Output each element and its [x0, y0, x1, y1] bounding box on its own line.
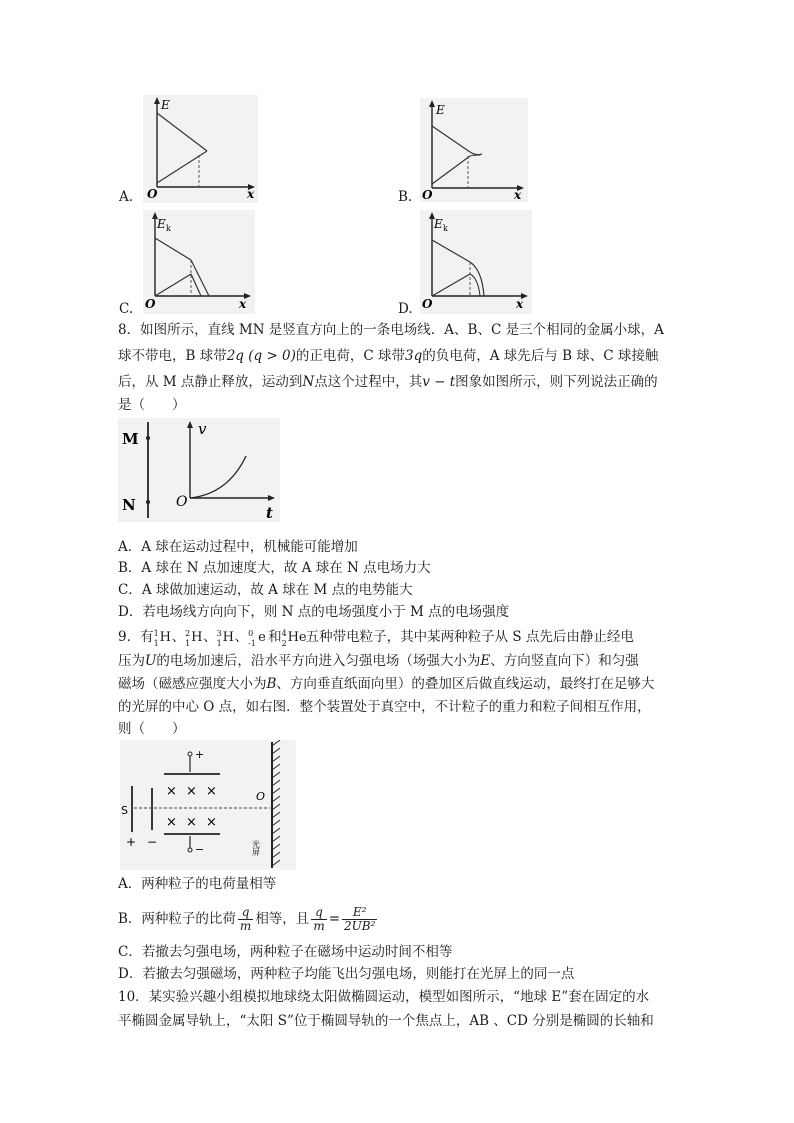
q8-option-d: D．若电场线方向向下，则 N 点的电场强度小于 M 点的电场强度: [118, 604, 510, 620]
q8-stem-line1: 8．如图所示，直线 MN 是竖直方向上的一条电场线．A、B、C 是三个相同的金属小球，A: [118, 322, 664, 338]
q7a-xlabel: x: [247, 187, 255, 201]
q7d-ysub: k: [443, 224, 448, 233]
q7-option-b-letter: B.: [398, 189, 413, 205]
q9-option-d: D．若撤去匀强磁场，两种粒子均能飞出匀强电场，则能打在光屏上的同一点: [118, 966, 575, 982]
q7b-origin: O: [422, 188, 433, 202]
q7-option-d-letter: D.: [398, 301, 413, 317]
q8-figure: [118, 418, 280, 522]
q8-label-m: M: [122, 430, 139, 448]
nuclide-h3: 3 1 H: [216, 629, 234, 648]
q9-cross: ×: [166, 784, 177, 799]
q7d-origin: O: [422, 297, 433, 311]
q8-label-t: t: [266, 504, 273, 522]
q7a-ylabel: E: [161, 98, 170, 112]
q8-charge-c: 3q: [405, 348, 423, 364]
q9-stem-line5: 则（ ）: [118, 721, 186, 737]
q8-label-n: N: [122, 496, 136, 514]
q7b-xlabel: x: [514, 188, 522, 202]
q10-stem-line1: 10．某实验兴趣小组模拟地球绕太阳做椭圆运动，模型如图所示，“地球 E”套在固定的水: [118, 989, 650, 1005]
q9-cross: ×: [206, 815, 217, 830]
q9-minus-left: −: [147, 835, 158, 849]
q7-option-a-graph: [143, 95, 258, 203]
q7d-xlabel: x: [516, 297, 524, 311]
q7b-ylabel: E: [436, 103, 445, 117]
q9-cross: ×: [186, 784, 197, 799]
q8-option-b: B．A 球在 N 点加速度大，故 A 球在 N 点电场力大: [118, 560, 431, 576]
q9-label-o: O: [256, 790, 266, 803]
q7-option-b-graph: [420, 98, 528, 202]
q7c-ylabel: E: [157, 217, 166, 231]
q8-stem-line3: 后，从 M 点静止释放，运动到N点这个过程中，其v − t图象如图所示，则下列说法正确的: [118, 374, 658, 390]
q7c-origin: O: [145, 297, 156, 311]
q9-option-a: A．两种粒子的电荷量相等: [118, 876, 277, 892]
q7d-ylabel: E: [434, 217, 443, 231]
q7-option-c-letter: C.: [119, 301, 134, 317]
q9-plus-top: +: [195, 748, 205, 761]
q7c-xlabel: x: [239, 297, 247, 311]
q8-option-c: C．A 球做加速运动，故 A 球在 M 点的电势能大: [118, 582, 413, 598]
q8-stem-line2: 球不带电，B 球带2q (q > 0)的正电荷，C 球带3q的负电荷，A 球先后与 B 球、C 球接触: [118, 348, 659, 364]
q9-screen-label: 光屏: [251, 840, 261, 856]
q9-stem-line2: 压为U的电场加速后，沿水平方向进入匀强电场（场强大小为E、方向竖直向下）和匀强: [118, 653, 639, 669]
q9-cross: ×: [166, 815, 177, 830]
q8-stem-line4: 是（ ）: [118, 397, 186, 413]
q8-label-v: v: [198, 420, 207, 438]
q9-minus-bottom: −: [195, 843, 205, 856]
q9-stem-line4: 的光屏的中心 O 点，如右图．整个装置处于真空中，不计粒子的重力和粒子间相互作用，: [118, 699, 651, 715]
nuclide-e: 0 -1 e: [248, 629, 266, 648]
q9-cross: ×: [186, 815, 197, 830]
q9-cross: ×: [206, 784, 217, 799]
q7-option-c-graph: [143, 210, 255, 314]
nuclide-h1: 1 1 H: [153, 629, 171, 648]
q8-vt: v − t: [422, 374, 456, 390]
q9-option-b: B．两种粒子的比荷 $\frac{q}{m}$ 相等，且 $\frac{q}{m}$ = $\frac{\text{E²}}{\text{2UB²}}$: [118, 905, 376, 933]
q7c-ysub: k: [166, 224, 171, 233]
q8-label-o: O: [176, 494, 188, 510]
q8-option-a: A．A 球在运动过程中，机械能可能增加: [118, 539, 358, 555]
q10-stem-line2: 平椭圆金属导轨上，“太阳 S”位于椭圆导轨的一个焦点上，AB 、CD 分别是椭圆的长轴和: [118, 1013, 654, 1029]
q9-label-s: S: [121, 804, 128, 817]
q8-charge-b: 2q (q > 0): [226, 348, 296, 364]
q7a-origin: O: [147, 187, 158, 201]
q7-option-a-letter: A.: [119, 189, 134, 205]
q9-option-c: C．若撤去匀强电场，两种粒子在磁场中运动时间不相等: [118, 944, 453, 960]
q9-figure: [120, 740, 296, 870]
nuclide-he: 4 2 He: [281, 629, 307, 648]
q9-stem-line1: 9．有 1 1 H 、 2 1 H 、 3 1 H 、 0 -1 e 和 4 2 He 五种带电粒子，其中某两种粒子从 S 点先后由静止经电: [118, 629, 634, 648]
nuclide-h2: 2 1 H: [185, 629, 203, 648]
q9-plus-left: +: [126, 835, 137, 849]
q9-stem-line3: 磁场（磁感应强度大小为B、方向垂直纸面向里）的叠加区后做直线运动，最终打在足够大: [118, 676, 655, 692]
q7-option-d-graph: [420, 210, 532, 314]
